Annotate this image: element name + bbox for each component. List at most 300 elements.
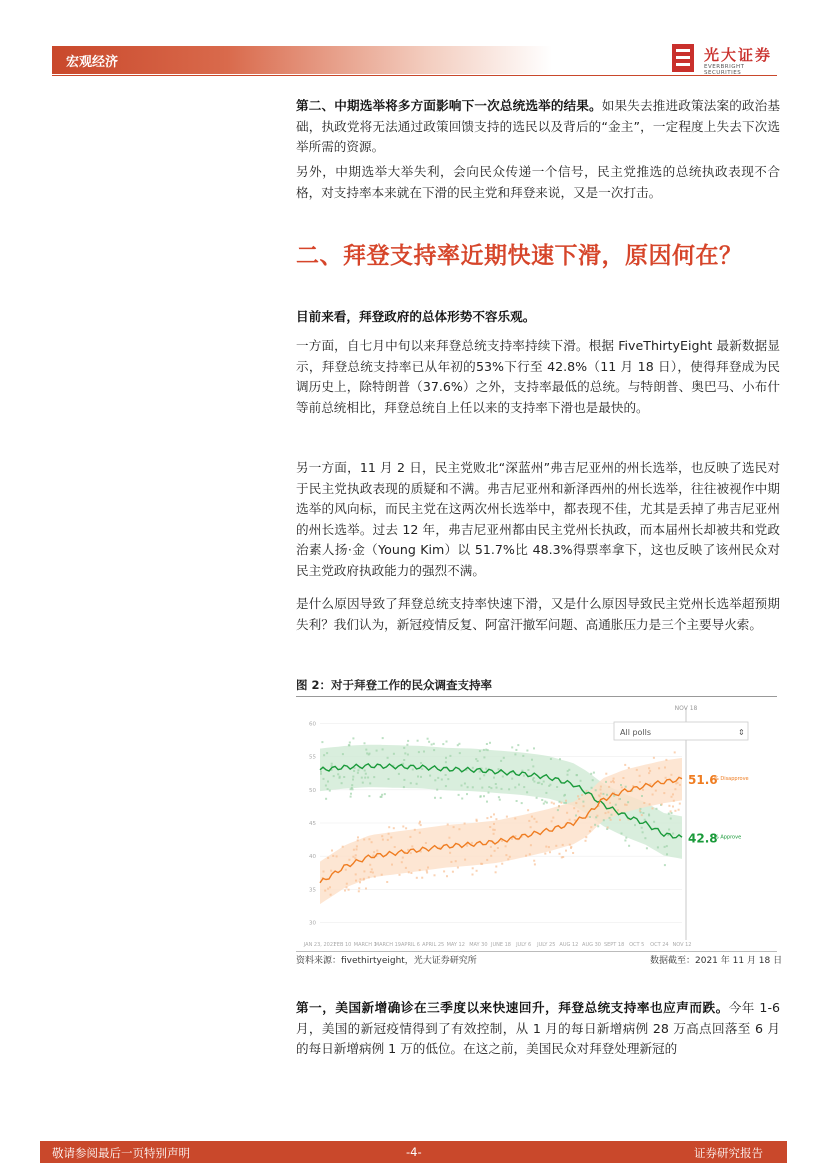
footer-page-number: -4- <box>406 1145 422 1159</box>
approve-poll-dot <box>567 774 569 776</box>
approve-poll-dot <box>565 802 567 804</box>
disapprove-poll-dot <box>327 857 329 859</box>
approve-poll-dot <box>365 773 367 775</box>
disapprove-poll-dot <box>589 830 591 832</box>
x-tick-label: JULY 6 <box>516 942 532 948</box>
approve-poll-dot <box>483 756 485 758</box>
approve-poll-dot <box>642 812 644 814</box>
logo-mark-icon <box>672 44 694 72</box>
approve-poll-dot <box>625 786 627 788</box>
approve-poll-dot <box>508 788 510 790</box>
approve-poll-dot <box>516 800 518 802</box>
approve-poll-dot <box>407 754 409 756</box>
disapprove-poll-dot <box>577 810 579 812</box>
approve-poll-dot <box>412 769 414 771</box>
approve-poll-dot <box>543 781 545 783</box>
approve-poll-dot <box>594 824 596 826</box>
disapprove-poll-dot <box>427 867 429 869</box>
disapprove-poll-dot <box>618 798 620 800</box>
disapprove-poll-dot <box>352 856 354 858</box>
approve-poll-dot <box>433 749 435 751</box>
approve-poll-dot <box>365 749 367 751</box>
disapprove-poll-dot <box>410 872 412 874</box>
disapprove-poll-dot <box>674 810 676 812</box>
disapprove-poll-dot <box>665 759 667 761</box>
approve-poll-dot <box>621 833 623 835</box>
disapprove-poll-dot <box>409 836 411 838</box>
disapprove-poll-dot <box>332 855 334 857</box>
disapprove-poll-dot <box>613 781 615 783</box>
disapprove-poll-dot <box>544 853 546 855</box>
disapprove-poll-dot <box>639 775 641 777</box>
approve-poll-dot <box>445 785 447 787</box>
disapprove-poll-dot <box>559 853 561 855</box>
disapprove-poll-dot <box>348 859 350 861</box>
disapprove-poll-dot <box>455 860 457 862</box>
disapprove-poll-dot <box>672 806 674 808</box>
approve-poll-dot <box>458 794 460 796</box>
approve-poll-dot <box>480 795 482 797</box>
disapprove-poll-dot <box>583 805 585 807</box>
disapprove-poll-dot <box>471 842 473 844</box>
approve-poll-dot <box>666 845 668 847</box>
paragraph-3-bold: 目前来看，拜登政府的总体形势不容乐观。 <box>296 309 536 324</box>
x-tick-label: NOV 12 <box>672 942 692 948</box>
approve-poll-dot <box>511 778 513 780</box>
approve-poll-dot <box>429 775 431 777</box>
disapprove-poll-dot <box>609 802 611 804</box>
approve-poll-dot <box>485 768 487 770</box>
approve-poll-dot <box>541 799 543 801</box>
disapprove-poll-dot <box>600 793 602 795</box>
approve-poll-dot <box>329 790 331 792</box>
approve-poll-dot <box>418 751 420 753</box>
disapprove-poll-dot <box>421 877 423 879</box>
disapprove-poll-dot <box>434 874 436 876</box>
approve-poll-dot <box>515 749 517 751</box>
approve-poll-dot <box>549 784 551 786</box>
approve-poll-dot <box>403 759 405 761</box>
approve-poll-dot <box>339 777 341 779</box>
approve-poll-dot <box>428 741 430 743</box>
disapprove-poll-dot <box>401 861 403 863</box>
disapprove-poll-dot <box>330 870 332 872</box>
approve-poll-dot <box>446 741 448 743</box>
approve-poll-dot <box>337 773 339 775</box>
approve-poll-dot <box>368 754 370 756</box>
approve-poll-dot <box>672 833 674 835</box>
approve-poll-dot <box>352 776 354 778</box>
paragraph-7 <box>296 998 780 1060</box>
approve-poll-dot <box>447 778 449 780</box>
disapprove-poll-dot <box>426 872 428 874</box>
approve-poll-dot <box>531 759 533 761</box>
approve-poll-dot <box>368 795 370 797</box>
logo <box>672 44 782 74</box>
disapprove-poll-dot <box>608 786 610 788</box>
disapprove-poll-dot <box>371 841 373 843</box>
disapprove-poll-dot <box>418 822 420 824</box>
approve-poll-dot <box>557 809 559 811</box>
disapprove-poll-dot <box>505 845 507 847</box>
approve-poll-dot <box>410 782 412 784</box>
disapprove-poll-dot <box>573 807 575 809</box>
disapprove-poll-dot <box>574 819 576 821</box>
disapprove-poll-dot <box>327 888 329 890</box>
paragraph-5: 另一方面，11 月 2 日，民主党败北“深蓝州”弗吉尼亚州的州长选举，也反映了选民对于民主党执政表现的质疑和不满。弗吉尼亚州和新泽西州的州长选举，往往被视作中期选举的风向标，而民主党在这两次州长选举中，都表现不佳，尤其是丢掉了弗吉尼亚州的州长选举。过去 12 年，弗吉尼亚州都由民主党州长执政，而本届州长却被共和党政治素人扬·金（Young Kim）以 51.7%比 48.3%得票率拿下，这也反映了该州民众对民主党政府执政能力的强烈不满。 <box>296 460 780 578</box>
disapprove-poll-dot <box>586 790 588 792</box>
approve-poll-dot <box>670 818 672 820</box>
approve-poll-dot <box>597 825 599 827</box>
disapprove-poll-dot <box>562 844 564 846</box>
disapprove-poll-dot <box>480 863 482 865</box>
approve-poll-dot <box>499 799 501 801</box>
approve-poll-dot <box>591 787 593 789</box>
disapprove-poll-dot <box>674 751 676 753</box>
approve-poll-dot <box>466 793 468 795</box>
disapprove-poll-dot <box>387 839 389 841</box>
approve-poll-dot <box>641 827 643 829</box>
approve-poll-dot <box>627 801 629 803</box>
approve-poll-dot <box>376 750 378 752</box>
disapprove-poll-dot <box>382 839 384 841</box>
approve-poll-dot <box>533 781 535 783</box>
approve-poll-dot <box>325 798 327 800</box>
approve-poll-dot <box>582 801 584 803</box>
disapprove-poll-dot <box>600 789 602 791</box>
disapprove-poll-dot <box>528 820 530 822</box>
approve-poll-dot <box>523 775 525 777</box>
approve-poll-dot <box>483 749 485 751</box>
approve-poll-dot <box>433 743 435 745</box>
approve-poll-dot <box>527 769 529 771</box>
disapprove-poll-dot <box>324 890 326 892</box>
figure-bottom-rule <box>296 951 777 952</box>
approve-poll-dot <box>487 749 489 751</box>
approve-poll-dot <box>417 776 419 778</box>
approve-text-label: % Approve <box>714 834 742 841</box>
approve-poll-dot <box>503 757 505 759</box>
approve-poll-dot <box>664 864 666 866</box>
disapprove-poll-dot <box>399 874 401 876</box>
approve-poll-dot <box>639 808 641 810</box>
approve-poll-dot <box>576 774 578 776</box>
y-tick-label: 35 <box>309 887 316 894</box>
approve-poll-dot <box>350 793 352 795</box>
disapprove-poll-dot <box>661 803 663 805</box>
x-tick-label: APRIL 25 <box>422 942 445 948</box>
disapprove-poll-dot <box>329 886 331 888</box>
disapprove-poll-dot <box>649 803 651 805</box>
x-tick-label: AUG 30 <box>582 942 601 948</box>
disapprove-poll-dot <box>405 867 407 869</box>
approve-poll-dot <box>427 738 429 740</box>
disapprove-poll-dot <box>533 860 535 862</box>
disapprove-poll-dot <box>670 774 672 776</box>
approve-poll-dot <box>559 801 561 803</box>
approve-poll-dot <box>323 754 325 756</box>
approve-poll-dot <box>593 772 595 774</box>
approve-poll-dot <box>373 776 375 778</box>
disapprove-poll-dot <box>493 813 495 815</box>
disapprove-poll-dot <box>443 870 445 872</box>
approve-poll-dot <box>488 792 490 794</box>
disapprove-poll-dot <box>569 819 571 821</box>
disapprove-poll-dot <box>621 786 623 788</box>
approve-poll-dot <box>327 781 329 783</box>
approve-poll-dot <box>502 776 504 778</box>
disapprove-poll-dot <box>472 874 474 876</box>
approve-poll-dot <box>625 837 627 839</box>
disapprove-poll-dot <box>578 798 580 800</box>
dropdown-arrow-icon: ⇕ <box>738 728 745 737</box>
approve-poll-dot <box>461 798 463 800</box>
approve-poll-dot <box>423 751 425 753</box>
approve-poll-dot <box>501 788 503 790</box>
disapprove-poll-dot <box>363 878 365 880</box>
approve-poll-dot <box>381 796 383 798</box>
approve-poll-dot <box>518 784 520 786</box>
disapprove-poll-dot <box>408 871 410 873</box>
disapprove-poll-dot <box>658 767 660 769</box>
disapprove-poll-dot <box>565 850 567 852</box>
approve-poll-dot <box>398 773 400 775</box>
disapprove-poll-dot <box>355 880 357 882</box>
approve-poll-dot <box>407 740 409 742</box>
paragraph-6: 是什么原因导致了拜登总统支持率快速下滑，又是什么原因导致民主党州长选举超预期失利？我们认为，新冠疫情反复、阿富汗撤军问题、高通胀压力是三个主要导火索。 <box>296 596 780 632</box>
approve-poll-dot <box>350 796 352 798</box>
disapprove-value-label: 51.6 <box>688 773 718 788</box>
approve-poll-dot <box>590 773 592 775</box>
x-tick-label: OCT 5 <box>629 942 645 948</box>
disapprove-poll-dot <box>679 784 681 786</box>
disapprove-poll-dot <box>639 781 641 783</box>
approve-poll-dot <box>479 750 481 752</box>
disapprove-poll-dot <box>370 871 372 873</box>
approve-poll-dot <box>483 795 485 797</box>
x-tick-label: AUG 12 <box>559 942 579 948</box>
approve-poll-dot <box>420 776 422 778</box>
disapprove-poll-dot <box>355 854 357 856</box>
disapprove-poll-dot <box>486 859 488 861</box>
approve-poll-dot <box>536 797 538 799</box>
y-tick-label: 55 <box>309 754 316 761</box>
approve-poll-dot <box>343 776 345 778</box>
figure-source: 资料来源：fivethirtyeight，光大证券研究所 <box>296 956 477 966</box>
approve-poll-dot <box>472 767 474 769</box>
disapprove-poll-dot <box>356 848 358 850</box>
disapprove-poll-dot <box>390 836 392 838</box>
disapprove-poll-dot <box>368 838 370 840</box>
disapprove-poll-dot <box>598 794 600 796</box>
disapprove-poll-dot <box>476 819 478 821</box>
disapprove-poll-dot <box>674 788 676 790</box>
approve-poll-dot <box>511 746 513 748</box>
disapprove-poll-dot <box>529 853 531 855</box>
approve-poll-dot <box>325 785 327 787</box>
disapprove-poll-dot <box>643 802 645 804</box>
disapprove-poll-dot <box>493 833 495 835</box>
approve-poll-dot <box>403 779 405 781</box>
approve-poll-dot <box>495 783 497 785</box>
disapprove-poll-dot <box>555 845 557 847</box>
disapprove-poll-dot <box>323 871 325 873</box>
disapprove-poll-dot <box>372 855 374 857</box>
approve-poll-dot <box>545 792 547 794</box>
polls-dropdown-value: All polls <box>620 728 652 737</box>
approve-poll-dot <box>350 788 352 790</box>
approve-poll-dot <box>351 784 353 786</box>
disapprove-poll-dot <box>449 852 451 854</box>
y-tick-label: 30 <box>309 920 316 927</box>
x-tick-label: MARCH 1 <box>353 942 377 948</box>
disapprove-poll-dot <box>368 876 370 878</box>
disapprove-poll-dot <box>414 829 416 831</box>
disapprove-poll-dot <box>585 840 587 842</box>
disapprove-poll-dot <box>453 826 455 828</box>
disapprove-poll-dot <box>355 873 357 875</box>
approve-poll-dot <box>666 853 668 855</box>
disapprove-poll-dot <box>357 839 359 841</box>
disapprove-poll-dot <box>331 850 333 852</box>
disapprove-poll-dot <box>394 846 396 848</box>
disapprove-poll-dot <box>596 815 598 817</box>
disapprove-poll-dot <box>493 823 495 825</box>
approve-poll-dot <box>388 778 390 780</box>
approve-poll-dot <box>564 794 566 796</box>
disapprove-poll-dot <box>577 795 579 797</box>
approve-poll-dot <box>434 779 436 781</box>
approve-poll-dot <box>657 846 659 848</box>
approve-poll-dot <box>550 758 552 760</box>
approve-poll-dot <box>481 787 483 789</box>
approve-poll-dot <box>348 744 350 746</box>
approve-poll-dot <box>369 782 371 784</box>
disapprove-poll-dot <box>359 881 361 883</box>
disapprove-poll-dot <box>525 855 527 857</box>
disapprove-poll-dot <box>416 877 418 879</box>
approve-poll-dot <box>323 778 325 780</box>
approve-poll-dot <box>342 753 344 755</box>
approve-poll-dot <box>477 760 479 762</box>
x-tick-label: MAY 30 <box>469 942 488 948</box>
polls-dropdown[interactable] <box>614 722 748 740</box>
disapprove-poll-dot <box>624 764 626 766</box>
disapprove-poll-dot <box>673 800 675 802</box>
disapprove-poll-dot <box>585 836 587 838</box>
disapprove-poll-dot <box>509 856 511 858</box>
disapprove-poll-dot <box>359 878 361 880</box>
approve-poll-dot <box>589 816 591 818</box>
disapprove-poll-dot <box>671 796 673 798</box>
approve-poll-dot <box>445 774 447 776</box>
disapprove-poll-dot <box>649 770 651 772</box>
disapprove-poll-dot <box>552 817 554 819</box>
section-heading: 二、拜登支持率近期快速下滑，原因何在？ <box>296 243 743 269</box>
disapprove-poll-dot <box>458 828 460 830</box>
disapprove-poll-dot <box>565 800 567 802</box>
approve-poll-dot <box>486 801 488 803</box>
approve-poll-dot <box>595 789 597 791</box>
disapprove-poll-dot <box>605 812 607 814</box>
approve-poll-dot <box>461 785 463 787</box>
x-tick-label: MARCH 19 <box>374 942 401 948</box>
disapprove-poll-dot <box>336 855 338 857</box>
disapprove-poll-dot <box>495 871 497 873</box>
disapprove-poll-dot <box>641 814 643 816</box>
disapprove-poll-dot <box>600 786 602 788</box>
disapprove-poll-dot <box>664 767 666 769</box>
disapprove-poll-dot <box>426 870 428 872</box>
approve-poll-dot <box>321 741 323 743</box>
disapprove-poll-dot <box>534 863 536 865</box>
disapprove-poll-dot <box>495 866 497 868</box>
approve-poll-dot <box>611 814 613 816</box>
approve-poll-dot <box>628 845 630 847</box>
approve-poll-dot <box>404 752 406 754</box>
figure-date: 数据截至：2021 年 11 月 18 日 <box>650 956 783 966</box>
approve-poll-dot <box>580 780 582 782</box>
disapprove-poll-dot <box>494 829 496 831</box>
disapprove-poll-dot <box>452 871 454 873</box>
disapprove-poll-dot <box>653 757 655 759</box>
approve-poll-dot <box>668 813 670 815</box>
disapprove-poll-dot <box>610 819 612 821</box>
header-section-band <box>52 46 552 74</box>
approve-poll-dot <box>517 744 519 746</box>
approve-poll-dot <box>602 793 604 795</box>
disapprove-poll-dot <box>344 890 346 892</box>
disapprove-poll-dot <box>652 794 654 796</box>
approve-poll-dot <box>605 781 607 783</box>
disapprove-poll-dot <box>356 845 358 847</box>
disapprove-poll-dot <box>553 803 555 805</box>
logo-name: 光大证券 <box>704 46 773 64</box>
approve-poll-dot <box>521 770 523 772</box>
disapprove-poll-dot <box>530 844 532 846</box>
approve-poll-dot <box>483 774 485 776</box>
y-tick-label: 50 <box>309 787 316 794</box>
approve-poll-dot <box>664 846 666 848</box>
approve-poll-dot <box>357 772 359 774</box>
disapprove-poll-dot <box>677 782 679 784</box>
approve-poll-dot <box>646 847 648 849</box>
disapprove-poll-dot <box>570 847 572 849</box>
disapprove-poll-dot <box>386 881 388 883</box>
disapprove-poll-dot <box>622 777 624 779</box>
approve-poll-dot <box>533 747 535 749</box>
disapprove-poll-dot <box>365 888 367 890</box>
approve-poll-dot <box>526 750 528 752</box>
approve-poll-dot <box>341 782 343 784</box>
approve-poll-dot <box>472 786 474 788</box>
approve-poll-dot <box>642 831 644 833</box>
disapprove-poll-dot <box>369 864 371 866</box>
approve-poll-dot <box>526 791 528 793</box>
disapprove-poll-dot <box>464 859 466 861</box>
date-marker-label: NOV 18 <box>674 705 698 712</box>
disapprove-poll-dot <box>346 883 348 885</box>
disapprove-poll-dot <box>381 835 383 837</box>
disapprove-poll-dot <box>551 820 553 822</box>
approve-poll-dot <box>440 797 442 799</box>
x-tick-label: JAN 23, 2021 <box>303 942 337 948</box>
disapprove-poll-dot <box>506 816 508 818</box>
paragraph-7-text: 今年 1-6 月，美国的新冠疫情得到了有效控制，从 1 月的每日新增病例 28 万高点回落至 6 月的每日新增病例 1 万的低位。在这之前，美国民众对拜登处理新冠的 <box>296 1000 781 1056</box>
approve-poll-dot <box>523 786 525 788</box>
disapprove-poll-dot <box>514 818 516 820</box>
approve-poll-dot <box>353 770 355 772</box>
